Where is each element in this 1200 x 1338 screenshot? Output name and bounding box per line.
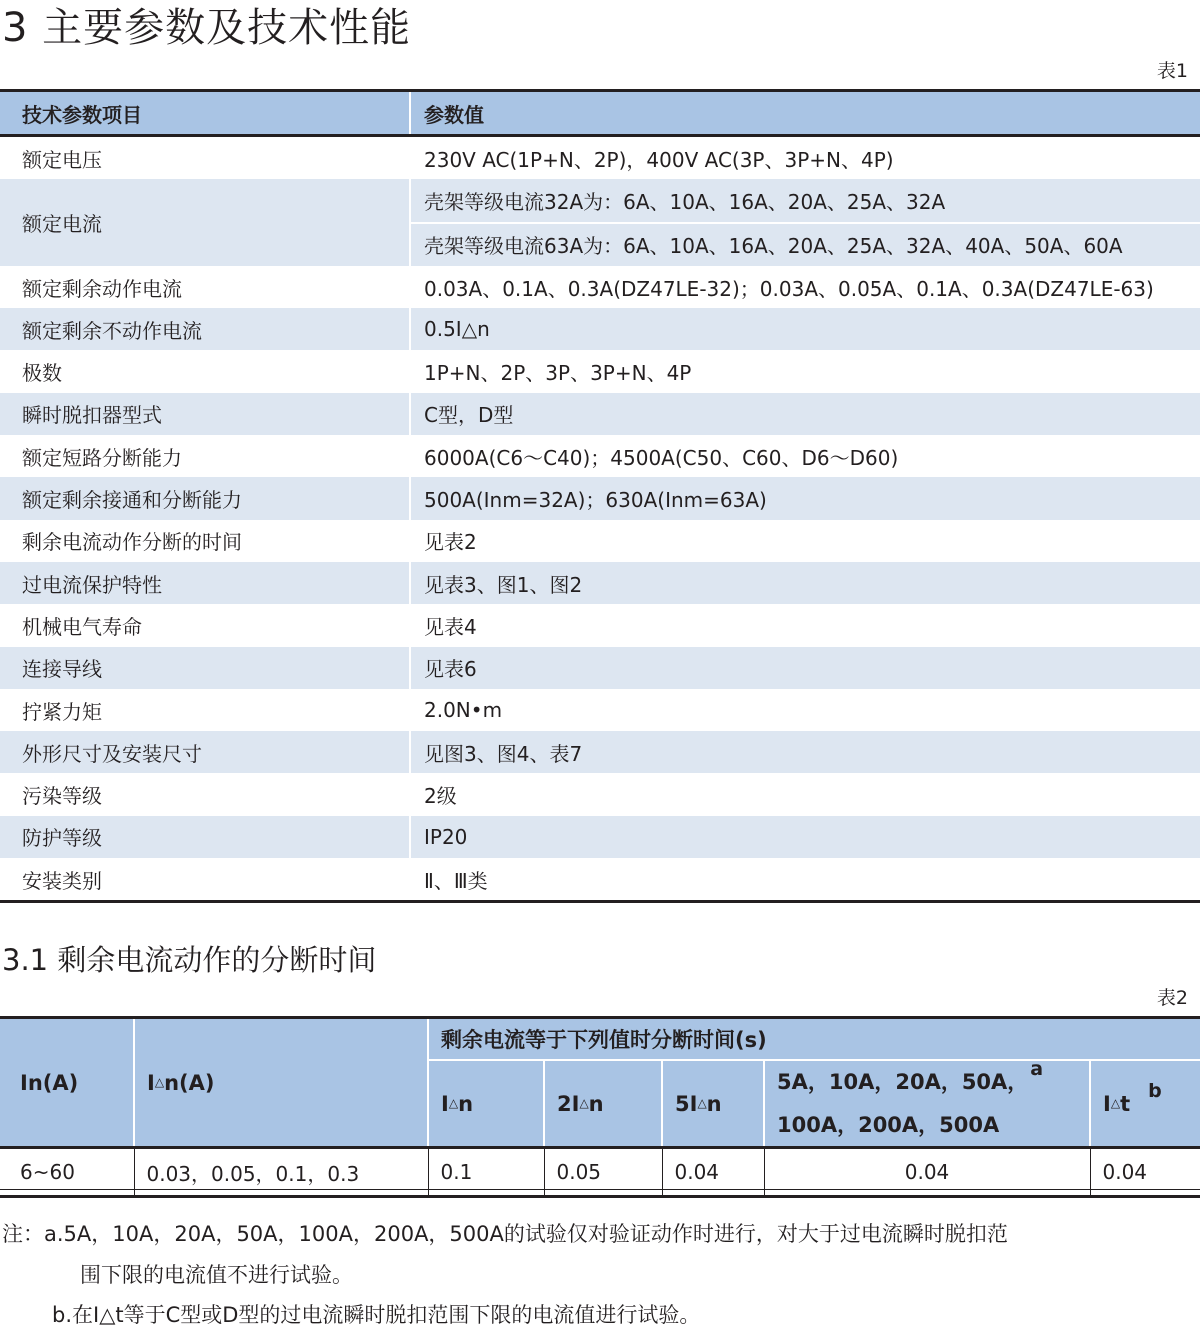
param-cell: 安装类别 (0, 858, 410, 902)
note-line-2: 围下限的电流值不进行试验。 (80, 1263, 353, 1287)
table-row (0, 562, 1200, 604)
table-row (0, 604, 1200, 646)
cell-t1: 0.1 (428, 1148, 544, 1197)
header-in: In(A) (0, 1018, 134, 1148)
value-cell: 0.5I△n (410, 308, 1200, 350)
table-row (0, 435, 1200, 477)
param-cell: 过电流保护特性 (0, 562, 410, 604)
cell-in: 6~60 (0, 1148, 134, 1197)
cell-tidt: 0.04 (1090, 1148, 1200, 1197)
delta-symbol: △ (154, 1074, 165, 1089)
note-line-3: b.在I△t等于C型或D型的过电流瞬时脱扣范围下限的电流值进行试验。 (52, 1303, 701, 1327)
table-row (0, 689, 1200, 731)
param-cell: 额定剩余动作电流 (22, 276, 182, 301)
header-idn: I△n(A) (134, 1018, 428, 1148)
table-header-row (0, 1018, 1200, 1061)
table-2-label: 表2 (1156, 987, 1188, 1009)
value-cell: 2.0N•m (410, 689, 1200, 731)
value-cell: 500A(Inm=32A)；630A(Inm=63A) (410, 477, 1200, 519)
technical-parameters-table (0, 89, 1200, 903)
header-2idn: 2I△n (544, 1060, 662, 1148)
param-cell: 额定剩余接通和分断能力 (0, 477, 410, 519)
header-1idn: I△n (428, 1060, 544, 1148)
param-cell: 防护等级 (0, 816, 410, 858)
header-value: 参数值 (410, 91, 1200, 136)
value-cell: 见表2 (410, 520, 1200, 562)
table-row (0, 136, 1200, 180)
value-cell: 壳架等级电流63A为：6A、10A、16A、20A、25A、32A、40A、50A、60A (410, 223, 1200, 266)
table-row (0, 350, 1200, 392)
cell-t2: 0.05 (544, 1148, 662, 1197)
footnote-a-marker: a (1030, 1058, 1044, 1080)
table-row (0, 179, 1200, 222)
cell-idn: 0.03，0.05，0.1，0.3 (134, 1148, 428, 1197)
param-cell: 额定电流 (0, 179, 410, 266)
param-cell: 连接导线 (0, 647, 410, 689)
value-cell: 见图3、图4、表7 (410, 731, 1200, 773)
param-cell: 瞬时脱扣器型式 (0, 393, 410, 435)
table-row (0, 816, 1200, 858)
value-cell: 见表4 (410, 604, 1200, 646)
value-cell: 见表6 (410, 647, 1200, 689)
table-row (0, 266, 1200, 308)
param-cell: 额定短路分断能力 (22, 445, 182, 470)
table-2-double-rule (0, 1189, 1200, 1190)
header-multi-current: 5A，10A，20A，50A，a 100A，200A，500A (764, 1060, 1090, 1148)
table-header-row (0, 91, 1200, 136)
table-1-double-rule (0, 902, 1200, 903)
param-cell: 外形尺寸及安装尺寸 (0, 731, 410, 773)
value-cell: 0.03A、0.1A、0.3A(DZ47LE-32)；0.03A、0.05A、0.1A、0.3A(DZ47LE-63) (410, 266, 1200, 308)
param-cell: 污染等级 (22, 784, 102, 809)
param-cell: 极数 (22, 361, 62, 386)
header-idt: I△tb (1090, 1060, 1200, 1148)
value-cell: 6000A(C6～C40)；4500A(C50、C60、D6～D60) (410, 435, 1200, 477)
page-title: 3 主要参数及技术性能 (2, 5, 412, 51)
footnote-b-marker: b (1148, 1079, 1162, 1102)
value-cell: C型，D型 (410, 393, 1200, 435)
table-row (0, 520, 1200, 562)
table-row (0, 858, 1200, 902)
param-cell: 机械电气寿命 (22, 614, 142, 639)
table-row (0, 308, 1200, 350)
table-row (0, 773, 1200, 815)
table-row (0, 477, 1200, 519)
trip-time-table (0, 1016, 1200, 1198)
value-cell: 见表3、图1、图2 (410, 562, 1200, 604)
param-cell: 额定剩余不动作电流 (0, 308, 410, 350)
note-line-1: 注：a.5A，10A，20A，50A，100A，200A，500A的试验仅对验证动作时进行，对大于过电流瞬时脱扣范 (2, 1222, 1008, 1246)
header-5idn: 5I△n (662, 1060, 764, 1148)
table-row (0, 731, 1200, 773)
cell-t5: 0.04 (662, 1148, 764, 1197)
header-param: 技术参数项目 (0, 91, 410, 136)
header-group: 剩余电流等于下列值时分断时间(s) (428, 1018, 1200, 1061)
param-cell: 剩余电流动作分断的时间 (22, 530, 242, 555)
section-title: 3.1 剩余电流动作的分断时间 (2, 943, 377, 977)
value-cell: IP20 (410, 816, 1200, 858)
value-cell: 壳架等级电流32A为：6A、10A、16A、20A、25A、32A (410, 179, 1200, 222)
value-cell: 230V AC(1P+N、2P)，400V AC(3P、3P+N、4P) (410, 136, 1200, 180)
table-row (0, 647, 1200, 689)
value-cell: 1P+N、2P、3P、3P+N、4P (410, 350, 1200, 392)
table-row (0, 393, 1200, 435)
value-cell: Ⅱ、Ⅲ类 (410, 858, 1200, 902)
param-cell: 额定电压 (22, 147, 102, 172)
param-cell: 拧紧力矩 (22, 699, 102, 724)
table-1-label: 表1 (1156, 60, 1188, 82)
value-cell: 2级 (410, 773, 1200, 815)
cell-tmulti: 0.04 (764, 1148, 1090, 1197)
